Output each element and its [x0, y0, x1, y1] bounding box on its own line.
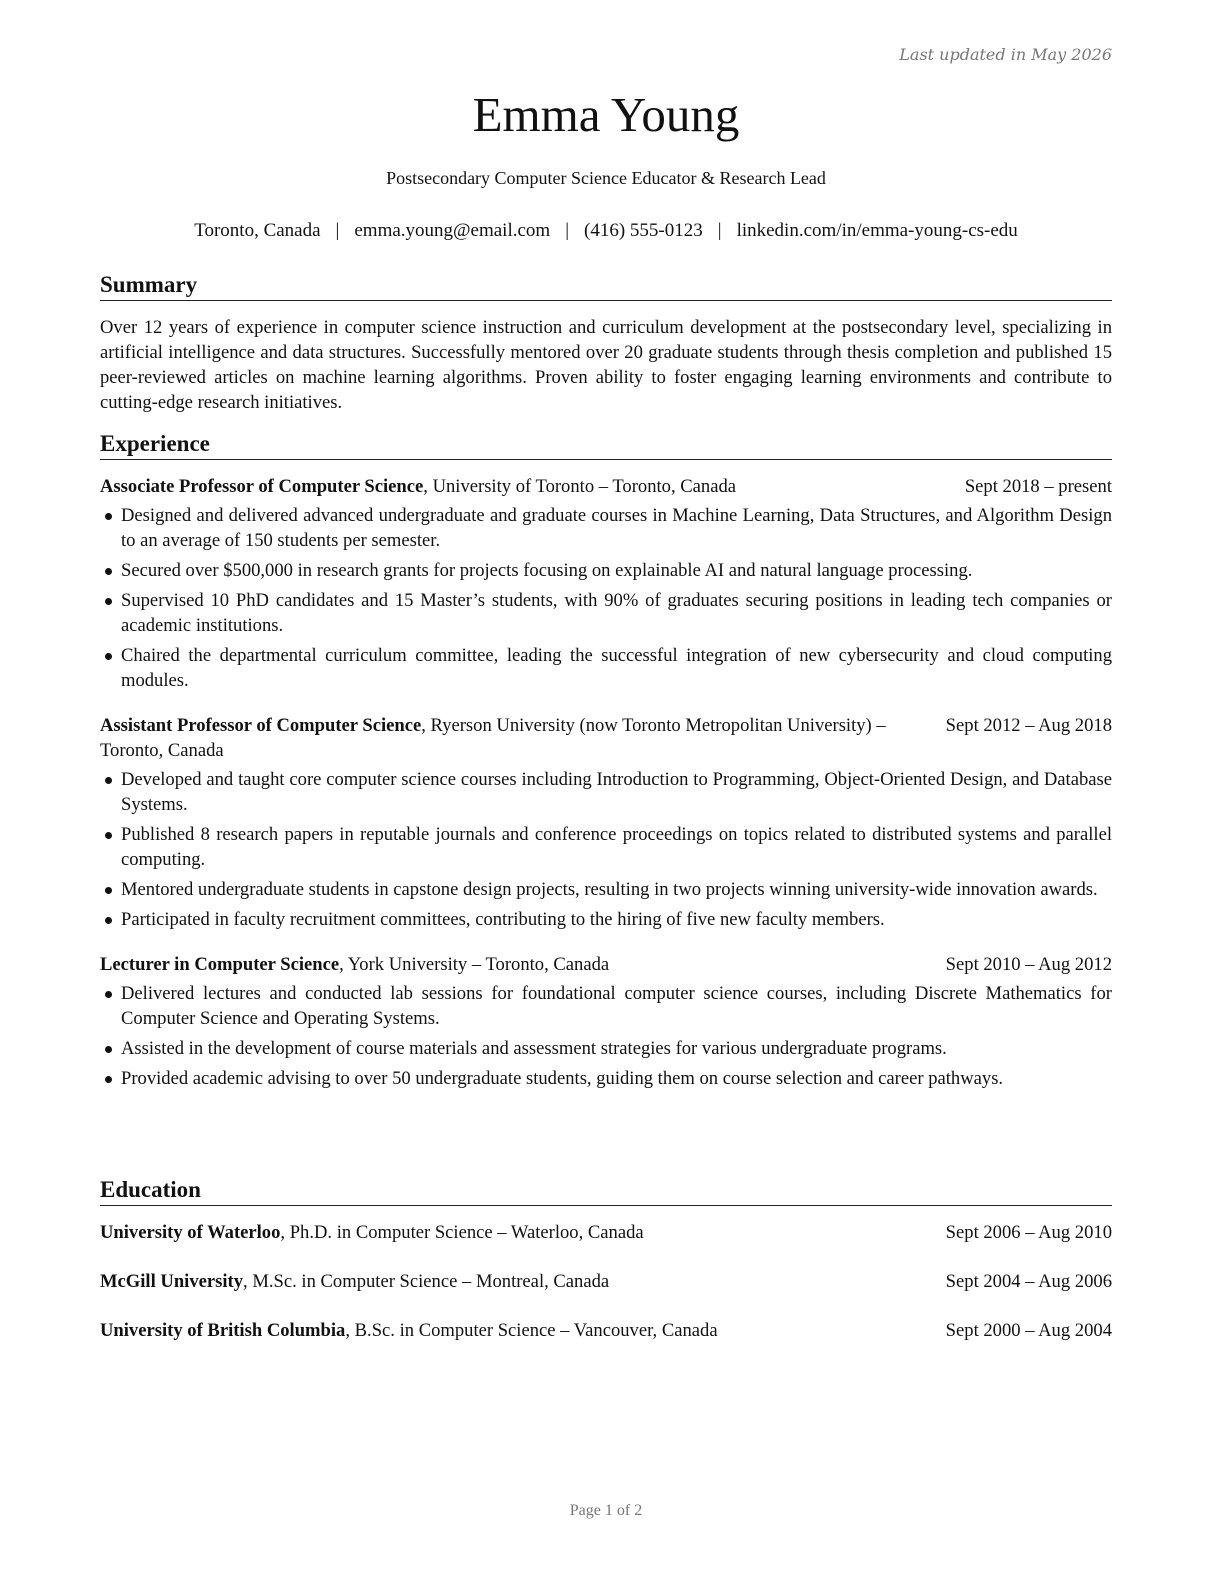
summary-section — [100, 271, 1112, 415]
job-dates: Sept 2010 – Aug 2012 — [945, 954, 1112, 975]
job-header — [100, 713, 1112, 763]
education-school: McGill University — [100, 1271, 244, 1292]
list-item: Provided academic advising to over 50 undergraduate students, guiding them on course selection and career pathways. — [100, 1066, 1112, 1091]
education-entry — [100, 1220, 1112, 1245]
job-dates: Sept 2012 – Aug 2018 — [945, 715, 1112, 736]
experience-heading: Experience — [100, 430, 1112, 460]
job-organization: , Ryerson University (now Toronto Metropolitan University) – Toronto, Canada — [100, 715, 886, 761]
contact-email-link[interactable]: emma.young@email.com — [354, 220, 551, 241]
last-updated-note: Last updated in May 2026 — [899, 45, 1112, 64]
list-item: Assisted in the development of course materials and assessment strategies for various undergraduate programs. — [100, 1036, 1112, 1061]
job-bullets — [100, 767, 1112, 932]
job-header — [100, 952, 1112, 977]
contact-separator: | — [717, 220, 722, 241]
resume-page — [100, 0, 1112, 1584]
education-detail: , B.Sc. in Computer Science – Vancouver, Canada — [345, 1320, 718, 1341]
candidate-name: Emma Young — [472, 87, 740, 142]
candidate-headline: Postsecondary Computer Science Educator & Research Lead — [386, 168, 826, 188]
list-item: Chaired the departmental curriculum committee, leading the successful integration of new cybersecurity and cloud computing modules. — [100, 643, 1112, 693]
list-item: Supervised 10 PhD candidates and 15 Master’s students, with 90% of graduates securing positions in leading tech companies or academic institutions. — [100, 588, 1112, 638]
job-header — [100, 474, 1112, 499]
experience-section — [100, 430, 1112, 1096]
education-dates: Sept 2004 – Aug 2006 — [945, 1271, 1112, 1292]
list-item: Delivered lectures and conducted lab sessions for foundational computer science courses, including Discrete Mathematics for Computer Science and Operating Systems. — [100, 981, 1112, 1031]
list-item: Mentored undergraduate students in capstone design projects, resulting in two projects winning university-wide innovation awards. — [100, 877, 1112, 902]
education-section — [100, 1176, 1112, 1343]
job-entry — [100, 952, 1112, 1091]
job-organization: , University of Toronto – Toronto, Canada — [423, 476, 737, 497]
job-role: Assistant Professor of Computer Science — [100, 715, 422, 736]
contact-separator: | — [335, 220, 340, 241]
job-dates: Sept 2018 – present — [964, 476, 1112, 497]
job-organization: , York University – Toronto, Canada — [339, 954, 610, 975]
education-entry — [100, 1269, 1112, 1294]
job-bullets — [100, 981, 1112, 1091]
education-school: University of British Columbia — [100, 1320, 346, 1341]
list-item: Developed and taught core computer science courses including Introduction to Programming, Object-Oriented Design, and Database Systems. — [100, 767, 1112, 817]
contact-phone: (416) 555-0123 — [584, 220, 703, 241]
job-entry — [100, 474, 1112, 693]
page-number: Page 1 of 2 — [569, 1502, 643, 1519]
education-dates: Sept 2000 – Aug 2004 — [945, 1320, 1112, 1341]
contact-location: Toronto, Canada — [194, 220, 321, 241]
summary-text: Over 12 years of experience in computer science instruction and curriculum development at the postsecondary level, specializing in artificial intelligence and data structures. Successfully mentored over 20 graduate students through thesis completion and published 15 peer-reviewed articles on machine learning algorithms. Proven ability to foster engaging learning environments and contribute to cutting-edge research initiatives. — [100, 317, 1112, 413]
list-item: Participated in faculty recruitment committees, contributing to the hiring of five new faculty members. — [100, 907, 1112, 932]
summary-heading: Summary — [100, 271, 1112, 301]
job-entry — [100, 713, 1112, 932]
job-role: Associate Professor of Computer Science — [100, 476, 424, 497]
contact-linkedin-link[interactable]: linkedin.com/in/emma-young-cs-edu — [736, 220, 1018, 241]
education-heading: Education — [100, 1176, 1112, 1206]
job-bullets — [100, 503, 1112, 693]
education-entry — [100, 1318, 1112, 1343]
contact-separator: | — [565, 220, 570, 241]
job-role: Lecturer in Computer Science — [100, 954, 340, 975]
education-school: University of Waterloo — [100, 1222, 281, 1243]
education-detail: , Ph.D. in Computer Science – Waterloo, Canada — [280, 1222, 644, 1243]
list-item: Designed and delivered advanced undergraduate and graduate courses in Machine Learning, Data Structures, and Algorithm Design to an average of 150 students per semester. — [100, 503, 1112, 553]
education-dates: Sept 2006 – Aug 2010 — [945, 1222, 1112, 1243]
education-detail: , M.Sc. in Computer Science – Montreal, Canada — [243, 1271, 610, 1292]
contact-line — [100, 220, 1112, 242]
list-item: Published 8 research papers in reputable journals and conference proceedings on topics related to distributed systems and parallel computing. — [100, 822, 1112, 872]
list-item: Secured over $500,000 in research grants for projects focusing on explainable AI and natural language processing. — [100, 558, 1112, 583]
